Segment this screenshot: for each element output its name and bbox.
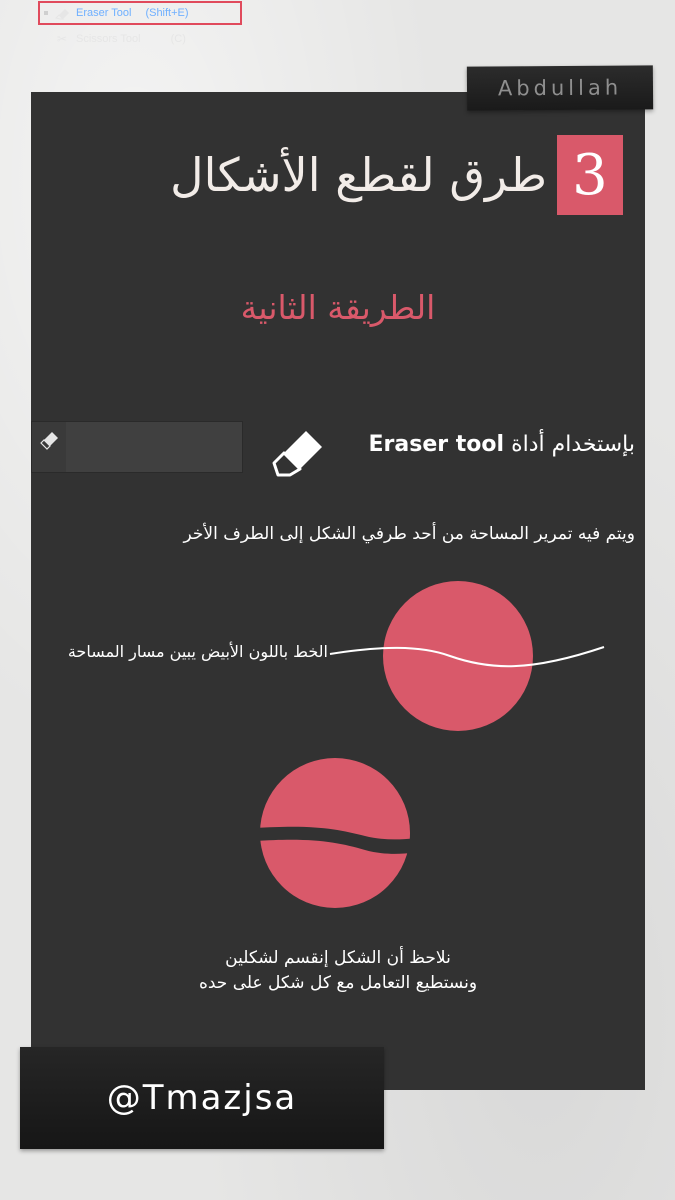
- social-handle: @Tmazjsa: [106, 1078, 298, 1118]
- scissors-icon: ✂: [56, 32, 68, 46]
- result-note-line1: نلاحظ أن الشكل إنقسم لشكلين: [225, 948, 451, 968]
- result-note: [31, 946, 645, 996]
- page-subtitle: الطريقة الثانية: [240, 288, 436, 327]
- watermark-text: Abdullah: [497, 75, 623, 101]
- page-title: طرق لقطع الأشكال: [170, 148, 547, 202]
- tool-item-scissors-label: Scissors Tool: [76, 33, 141, 45]
- tool-item-eraser-label: Eraser Tool: [76, 7, 132, 19]
- path-note: الخط باللون الأبيض يبين مسار المساحة: [67, 642, 328, 661]
- number-badge: 3: [557, 135, 623, 215]
- intro-prefix: بإستخدام أداة: [511, 432, 635, 457]
- handle-tape: [20, 1047, 384, 1149]
- intro-tool-name: Eraser tool: [368, 432, 505, 457]
- tool-item-scissors-shortcut: (C): [170, 33, 186, 45]
- result-note-line2: ونستطيع التعامل مع كل شكل على حده: [198, 973, 478, 993]
- description-text: ويتم فيه تمرير المساحة من أحد طرفي الشكل إلى الطرف الأخر: [183, 524, 635, 544]
- full-circle-shape: [383, 581, 533, 731]
- tool-item-eraser-shortcut: (Shift+E): [145, 7, 189, 19]
